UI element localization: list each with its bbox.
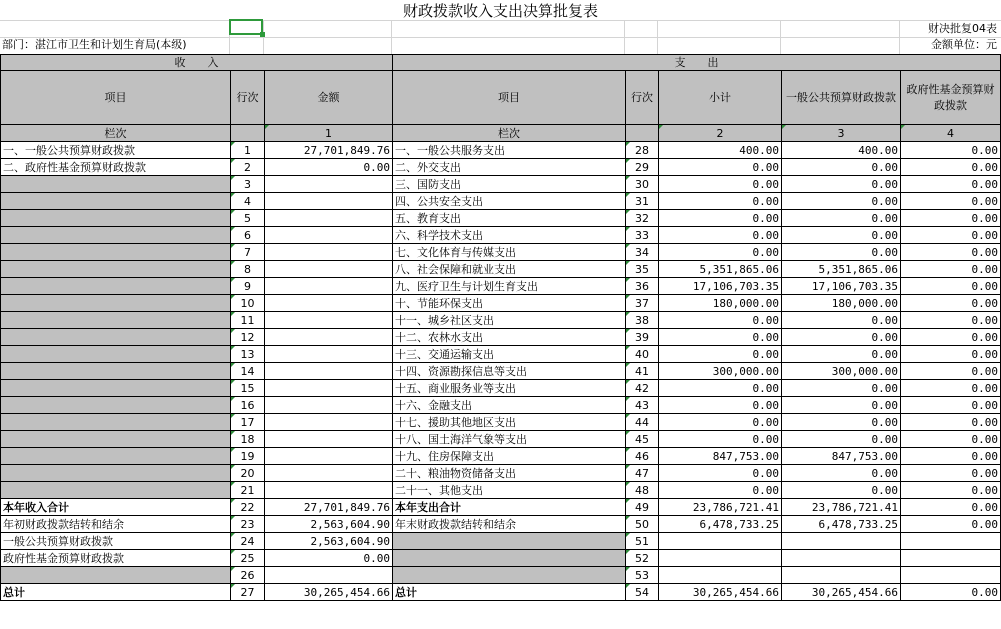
expense-row-no-cell[interactable]: 35: [626, 261, 659, 278]
expense-fund-budget-cell[interactable]: 0.00: [901, 227, 1001, 244]
income-row-no-cell[interactable]: 20: [231, 465, 265, 482]
table-row: [1, 346, 1001, 363]
expense-general-budget-cell[interactable]: 400.00: [782, 142, 901, 159]
expense-item-cell[interactable]: 八、社会保障和就业支出: [393, 261, 626, 278]
expense-general-budget-cell[interactable]: 0.00: [782, 193, 901, 210]
expense-item-cell[interactable]: 十、节能环保支出: [393, 295, 626, 312]
expense-subtotal-cell[interactable]: 0.00: [659, 465, 782, 482]
income-item-cell[interactable]: [1, 380, 231, 397]
table-row: [1, 159, 1001, 176]
income-row-no-cell[interactable]: 5: [231, 210, 265, 227]
income-item-cell[interactable]: [1, 329, 231, 346]
expense-item-cell[interactable]: 七、文化体育与传媒支出: [393, 244, 626, 261]
expense-fund-budget-cell[interactable]: [901, 550, 1001, 567]
income-row-no-cell[interactable]: 25: [231, 550, 265, 567]
table-row: [1, 244, 1001, 261]
header-item-expense: 项目: [393, 71, 626, 125]
col-num-blank: [231, 125, 265, 142]
income-amount-cell[interactable]: 2,563,604.90: [265, 516, 393, 533]
income-item-cell[interactable]: 一、一般公共预算财政拨款: [1, 142, 231, 159]
income-item-cell[interactable]: [1, 227, 231, 244]
expense-row-no-cell[interactable]: 39: [626, 329, 659, 346]
table-row: [1, 414, 1001, 431]
expense-row-no-cell[interactable]: 42: [626, 380, 659, 397]
income-item-cell[interactable]: 总计: [1, 584, 231, 601]
expense-general-budget-cell[interactable]: 0.00: [782, 482, 901, 499]
expense-subtotal-cell[interactable]: 17,106,703.35: [659, 278, 782, 295]
income-row-no-cell[interactable]: 9: [231, 278, 265, 295]
income-amount-cell[interactable]: [265, 329, 393, 346]
expense-item-cell[interactable]: 一、一般公共服务支出: [393, 142, 626, 159]
expense-item-cell[interactable]: [393, 533, 626, 550]
income-amount-cell[interactable]: [265, 448, 393, 465]
expense-subtotal-cell[interactable]: 0.00: [659, 414, 782, 431]
income-amount-cell[interactable]: [265, 227, 393, 244]
income-item-cell[interactable]: [1, 448, 231, 465]
table-row: [1, 465, 1001, 482]
income-item-cell[interactable]: [1, 397, 231, 414]
expense-subtotal-cell[interactable]: 0.00: [659, 346, 782, 363]
header-amount: 金额: [265, 71, 393, 125]
expense-subtotal-cell[interactable]: 400.00: [659, 142, 782, 159]
col-label-left: 栏次: [1, 125, 231, 142]
table-row: [1, 261, 1001, 278]
expense-general-budget-cell[interactable]: [782, 533, 901, 550]
expense-subtotal-cell[interactable]: 0.00: [659, 210, 782, 227]
income-item-cell[interactable]: 二、政府性基金预算财政拨款: [1, 159, 231, 176]
expense-subtotal-cell[interactable]: 0.00: [659, 397, 782, 414]
header-row-no: 行次: [231, 71, 265, 125]
income-row-no-cell[interactable]: 19: [231, 448, 265, 465]
income-item-cell[interactable]: [1, 346, 231, 363]
expense-fund-budget-cell[interactable]: 0.00: [901, 295, 1001, 312]
expense-subtotal-cell[interactable]: 0.00: [659, 159, 782, 176]
expense-fund-budget-cell[interactable]: 0.00: [901, 210, 1001, 227]
income-amount-cell[interactable]: [265, 431, 393, 448]
expense-fund-budget-cell[interactable]: 0.00: [901, 329, 1001, 346]
expense-item-cell[interactable]: 十二、农林水支出: [393, 329, 626, 346]
income-row-no-cell[interactable]: 22: [231, 499, 265, 516]
expense-general-budget-cell[interactable]: 0.00: [782, 380, 901, 397]
table-row: [1, 567, 1001, 584]
expense-row-no-cell[interactable]: 47: [626, 465, 659, 482]
expense-general-budget-cell[interactable]: [782, 567, 901, 584]
table-row: [1, 482, 1001, 499]
table-row: [1, 210, 1001, 227]
grid-line: [657, 20, 658, 54]
income-item-cell[interactable]: [1, 295, 231, 312]
table-row: [1, 329, 1001, 346]
income-item-cell[interactable]: [1, 193, 231, 210]
table-row: [1, 295, 1001, 312]
expense-item-cell[interactable]: 十三、交通运输支出: [393, 346, 626, 363]
income-section-header: 收 入: [1, 55, 393, 71]
expense-item-cell[interactable]: 三、国防支出: [393, 176, 626, 193]
expense-subtotal-cell[interactable]: 5,351,865.06: [659, 261, 782, 278]
expense-row-no-cell[interactable]: 30: [626, 176, 659, 193]
expense-fund-budget-cell[interactable]: 0.00: [901, 414, 1001, 431]
income-item-cell[interactable]: [1, 210, 231, 227]
expense-subtotal-cell[interactable]: 180,000.00: [659, 295, 782, 312]
expense-subtotal-cell[interactable]: 0.00: [659, 380, 782, 397]
expense-row-no-cell[interactable]: 34: [626, 244, 659, 261]
table-row: [1, 227, 1001, 244]
expense-general-budget-cell[interactable]: 6,478,733.25: [782, 516, 901, 533]
expense-fund-budget-cell[interactable]: 0.00: [901, 312, 1001, 329]
col-num-2: 2: [659, 125, 782, 142]
grid-line: [0, 20, 1001, 21]
table-row: [1, 499, 1001, 516]
expense-item-cell[interactable]: 六、科学技术支出: [393, 227, 626, 244]
expense-general-budget-cell[interactable]: 0.00: [782, 159, 901, 176]
expense-item-cell[interactable]: 十一、城乡社区支出: [393, 312, 626, 329]
expense-general-budget-cell[interactable]: 23,786,721.41: [782, 499, 901, 516]
income-item-cell[interactable]: [1, 465, 231, 482]
expense-item-cell[interactable]: 本年支出合计: [393, 499, 626, 516]
income-row-no-cell[interactable]: 6: [231, 227, 265, 244]
expense-subtotal-cell[interactable]: 0.00: [659, 227, 782, 244]
expense-fund-budget-cell[interactable]: 0.00: [901, 278, 1001, 295]
expense-row-no-cell[interactable]: 51: [626, 533, 659, 550]
expense-item-cell[interactable]: 十八、国土海洋气象等支出: [393, 431, 626, 448]
income-item-cell[interactable]: [1, 176, 231, 193]
income-amount-cell[interactable]: [265, 210, 393, 227]
expense-item-cell[interactable]: [393, 550, 626, 567]
expense-general-budget-cell[interactable]: 0.00: [782, 312, 901, 329]
expense-fund-budget-cell[interactable]: 0.00: [901, 465, 1001, 482]
income-item-cell[interactable]: [1, 278, 231, 295]
income-item-cell[interactable]: [1, 244, 231, 261]
income-row-no-cell[interactable]: 2: [231, 159, 265, 176]
income-amount-cell[interactable]: [265, 312, 393, 329]
expense-general-budget-cell[interactable]: 300,000.00: [782, 363, 901, 380]
grid-line: [780, 20, 781, 54]
col-num-blank-right: [626, 125, 659, 142]
selected-cell[interactable]: [229, 19, 263, 35]
expense-fund-budget-cell[interactable]: 0.00: [901, 244, 1001, 261]
expense-row-no-cell[interactable]: 40: [626, 346, 659, 363]
income-amount-cell[interactable]: [265, 261, 393, 278]
table-row: [1, 380, 1001, 397]
table-row: [1, 516, 1001, 533]
expense-fund-budget-cell[interactable]: 0.00: [901, 397, 1001, 414]
expense-item-cell[interactable]: 年末财政拨款结转和结余: [393, 516, 626, 533]
header-subtotal: 小计: [659, 71, 782, 125]
expense-row-no-cell[interactable]: 31: [626, 193, 659, 210]
expense-general-budget-cell[interactable]: 0.00: [782, 210, 901, 227]
expense-general-budget-cell[interactable]: [782, 550, 901, 567]
income-item-cell[interactable]: [1, 312, 231, 329]
expense-subtotal-cell[interactable]: 30,265,454.66: [659, 584, 782, 601]
expense-row-no-cell[interactable]: 49: [626, 499, 659, 516]
expense-subtotal-cell[interactable]: 0.00: [659, 482, 782, 499]
expense-subtotal-cell[interactable]: 847,753.00: [659, 448, 782, 465]
expense-row-no-cell[interactable]: 37: [626, 295, 659, 312]
grid-line: [391, 20, 392, 54]
table-row: [1, 142, 1001, 159]
expense-fund-budget-cell[interactable]: 0.00: [901, 142, 1001, 159]
column-header-row: [1, 71, 1001, 125]
income-item-cell[interactable]: [1, 261, 231, 278]
income-item-cell[interactable]: 年初财政拨款结转和结余: [1, 516, 231, 533]
expense-fund-budget-cell[interactable]: 0.00: [901, 193, 1001, 210]
expense-row-no-cell[interactable]: 44: [626, 414, 659, 431]
income-row-no-cell[interactable]: 15: [231, 380, 265, 397]
expense-fund-budget-cell[interactable]: [901, 533, 1001, 550]
income-row-no-cell[interactable]: 14: [231, 363, 265, 380]
expense-subtotal-cell[interactable]: [659, 550, 782, 567]
income-row-no-cell[interactable]: 11: [231, 312, 265, 329]
expense-item-cell[interactable]: 总计: [393, 584, 626, 601]
expense-item-cell[interactable]: 十九、住房保障支出: [393, 448, 626, 465]
income-amount-cell[interactable]: [265, 295, 393, 312]
income-amount-cell[interactable]: [265, 346, 393, 363]
income-row-no-cell[interactable]: 18: [231, 431, 265, 448]
expense-item-cell[interactable]: 十四、资源勘探信息等支出: [393, 363, 626, 380]
expense-fund-budget-cell[interactable]: 0.00: [901, 516, 1001, 533]
income-row-no-cell[interactable]: 26: [231, 567, 265, 584]
expense-fund-budget-cell[interactable]: 0.00: [901, 584, 1001, 601]
expense-fund-budget-cell[interactable]: [901, 567, 1001, 584]
income-amount-cell[interactable]: 0.00: [265, 159, 393, 176]
expense-general-budget-cell[interactable]: 17,106,703.35: [782, 278, 901, 295]
income-row-no-cell[interactable]: 23: [231, 516, 265, 533]
expense-subtotal-cell[interactable]: 0.00: [659, 431, 782, 448]
expense-row-no-cell[interactable]: 54: [626, 584, 659, 601]
expense-item-cell[interactable]: 五、教育支出: [393, 210, 626, 227]
expense-subtotal-cell[interactable]: 0.00: [659, 193, 782, 210]
table-row: [1, 176, 1001, 193]
expense-subtotal-cell[interactable]: [659, 567, 782, 584]
expense-fund-budget-cell[interactable]: 0.00: [901, 499, 1001, 516]
income-row-no-cell[interactable]: 7: [231, 244, 265, 261]
income-row-no-cell[interactable]: 13: [231, 346, 265, 363]
income-row-no-cell[interactable]: 21: [231, 482, 265, 499]
income-item-cell[interactable]: 一般公共预算财政拨款: [1, 533, 231, 550]
expense-general-budget-cell[interactable]: 0.00: [782, 346, 901, 363]
expense-fund-budget-cell[interactable]: 0.00: [901, 448, 1001, 465]
expense-row-no-cell[interactable]: 46: [626, 448, 659, 465]
income-row-no-cell[interactable]: 12: [231, 329, 265, 346]
income-amount-cell[interactable]: [265, 397, 393, 414]
expense-row-no-cell[interactable]: 50: [626, 516, 659, 533]
expense-general-budget-cell[interactable]: 0.00: [782, 414, 901, 431]
income-amount-cell[interactable]: [265, 380, 393, 397]
income-amount-cell[interactable]: [265, 278, 393, 295]
expense-row-no-cell[interactable]: 38: [626, 312, 659, 329]
table-row: [1, 584, 1001, 601]
income-amount-cell[interactable]: 30,265,454.66: [265, 584, 393, 601]
expense-item-cell[interactable]: 二十一、其他支出: [393, 482, 626, 499]
income-amount-cell[interactable]: [265, 193, 393, 210]
expense-row-no-cell[interactable]: 28: [626, 142, 659, 159]
expense-row-no-cell[interactable]: 32: [626, 210, 659, 227]
income-amount-cell[interactable]: 0.00: [265, 550, 393, 567]
income-amount-cell[interactable]: [265, 567, 393, 584]
income-row-no-cell[interactable]: 8: [231, 261, 265, 278]
income-amount-cell[interactable]: [265, 176, 393, 193]
expense-item-cell[interactable]: 二、外交支出: [393, 159, 626, 176]
income-amount-cell[interactable]: 27,701,849.76: [265, 499, 393, 516]
expense-row-no-cell[interactable]: 43: [626, 397, 659, 414]
income-amount-cell[interactable]: [265, 414, 393, 431]
table-row: [1, 193, 1001, 210]
col-num-1: 1: [265, 125, 393, 142]
expense-item-cell[interactable]: 十五、商业服务业等支出: [393, 380, 626, 397]
section-header-row: [1, 55, 1001, 71]
expense-fund-budget-cell[interactable]: 0.00: [901, 431, 1001, 448]
table-row: [1, 312, 1001, 329]
income-amount-cell[interactable]: [265, 363, 393, 380]
income-row-no-cell[interactable]: 16: [231, 397, 265, 414]
expense-subtotal-cell[interactable]: 23,786,721.41: [659, 499, 782, 516]
header-general-budget: 一般公共预算财政拨款: [782, 71, 901, 125]
table-row: [1, 431, 1001, 448]
expense-item-cell[interactable]: 十七、援助其他地区支出: [393, 414, 626, 431]
table-row: [1, 533, 1001, 550]
expense-fund-budget-cell[interactable]: 0.00: [901, 380, 1001, 397]
budget-table: [0, 54, 1001, 601]
expense-item-cell[interactable]: 九、医疗卫生与计划生育支出: [393, 278, 626, 295]
expense-fund-budget-cell[interactable]: 0.00: [901, 159, 1001, 176]
header-row-no-expense: 行次: [626, 71, 659, 125]
expense-row-no-cell[interactable]: 52: [626, 550, 659, 567]
expense-subtotal-cell[interactable]: 0.00: [659, 244, 782, 261]
grid-line: [624, 20, 625, 54]
expense-row-no-cell[interactable]: 36: [626, 278, 659, 295]
expense-item-cell[interactable]: 四、公共安全支出: [393, 193, 626, 210]
table-row: [1, 397, 1001, 414]
expense-general-budget-cell[interactable]: 0.00: [782, 329, 901, 346]
expense-fund-budget-cell[interactable]: 0.00: [901, 176, 1001, 193]
income-item-cell[interactable]: [1, 363, 231, 380]
expense-general-budget-cell[interactable]: 0.00: [782, 465, 901, 482]
expense-general-budget-cell[interactable]: 847,753.00: [782, 448, 901, 465]
income-amount-cell[interactable]: [265, 482, 393, 499]
header-item: 项目: [1, 71, 231, 125]
expense-general-budget-cell[interactable]: 0.00: [782, 227, 901, 244]
expense-subtotal-cell[interactable]: 0.00: [659, 329, 782, 346]
expense-item-cell[interactable]: 二十、粮油物资储备支出: [393, 465, 626, 482]
report-title: 财政拨款收入支出决算批复表: [402, 2, 598, 20]
department-label: 部门：湛江市卫生和计划生育局(本级): [2, 38, 187, 51]
expense-fund-budget-cell[interactable]: 0.00: [901, 346, 1001, 363]
income-item-cell[interactable]: [1, 431, 231, 448]
expense-row-no-cell[interactable]: 53: [626, 567, 659, 584]
expense-subtotal-cell[interactable]: 0.00: [659, 176, 782, 193]
report-number: 财决批复04表: [928, 22, 997, 35]
grid-line: [899, 20, 900, 54]
income-item-cell[interactable]: [1, 414, 231, 431]
income-amount-cell[interactable]: [265, 244, 393, 261]
table-row: [1, 278, 1001, 295]
income-item-cell[interactable]: 本年收入合计: [1, 499, 231, 516]
income-amount-cell[interactable]: [265, 465, 393, 482]
grid-line: [263, 20, 264, 54]
expense-subtotal-cell[interactable]: [659, 533, 782, 550]
expense-fund-budget-cell[interactable]: 0.00: [901, 363, 1001, 380]
expense-general-budget-cell[interactable]: 0.00: [782, 397, 901, 414]
expense-subtotal-cell[interactable]: 300,000.00: [659, 363, 782, 380]
income-row-no-cell[interactable]: 17: [231, 414, 265, 431]
expense-general-budget-cell[interactable]: 30,265,454.66: [782, 584, 901, 601]
expense-general-budget-cell[interactable]: 0.00: [782, 244, 901, 261]
expense-row-no-cell[interactable]: 41: [626, 363, 659, 380]
amount-unit-label: 金额单位：元: [931, 38, 997, 51]
expense-general-budget-cell[interactable]: 180,000.00: [782, 295, 901, 312]
expense-fund-budget-cell[interactable]: 0.00: [901, 482, 1001, 499]
income-item-cell[interactable]: [1, 482, 231, 499]
income-row-no-cell[interactable]: 27: [231, 584, 265, 601]
column-number-row: [1, 125, 1001, 142]
expense-row-no-cell[interactable]: 48: [626, 482, 659, 499]
table-row: [1, 363, 1001, 380]
expense-subtotal-cell[interactable]: 6,478,733.25: [659, 516, 782, 533]
col-num-4: 4: [901, 125, 1001, 142]
expense-item-cell[interactable]: 十六、金融支出: [393, 397, 626, 414]
expense-general-budget-cell[interactable]: 0.00: [782, 176, 901, 193]
income-amount-cell[interactable]: 27,701,849.76: [265, 142, 393, 159]
expense-general-budget-cell[interactable]: 0.00: [782, 431, 901, 448]
table-row: [1, 550, 1001, 567]
income-item-cell[interactable]: 政府性基金预算财政拨款: [1, 550, 231, 567]
col-label-right: 栏次: [393, 125, 626, 142]
expense-general-budget-cell[interactable]: 5,351,865.06: [782, 261, 901, 278]
expense-row-no-cell[interactable]: 45: [626, 431, 659, 448]
expense-subtotal-cell[interactable]: 0.00: [659, 312, 782, 329]
income-row-no-cell[interactable]: 3: [231, 176, 265, 193]
income-amount-cell[interactable]: 2,563,604.90: [265, 533, 393, 550]
income-row-no-cell[interactable]: 24: [231, 533, 265, 550]
income-item-cell[interactable]: [1, 567, 231, 584]
col-num-3: 3: [782, 125, 901, 142]
income-row-no-cell[interactable]: 10: [231, 295, 265, 312]
expense-item-cell[interactable]: [393, 567, 626, 584]
expense-row-no-cell[interactable]: 29: [626, 159, 659, 176]
income-row-no-cell[interactable]: 1: [231, 142, 265, 159]
expense-row-no-cell[interactable]: 33: [626, 227, 659, 244]
income-row-no-cell[interactable]: 4: [231, 193, 265, 210]
table-row: [1, 448, 1001, 465]
expense-fund-budget-cell[interactable]: 0.00: [901, 261, 1001, 278]
expense-section-header: 支 出: [393, 55, 1001, 71]
header-fund-budget: 政府性基金预算财政拨款: [901, 71, 1001, 125]
